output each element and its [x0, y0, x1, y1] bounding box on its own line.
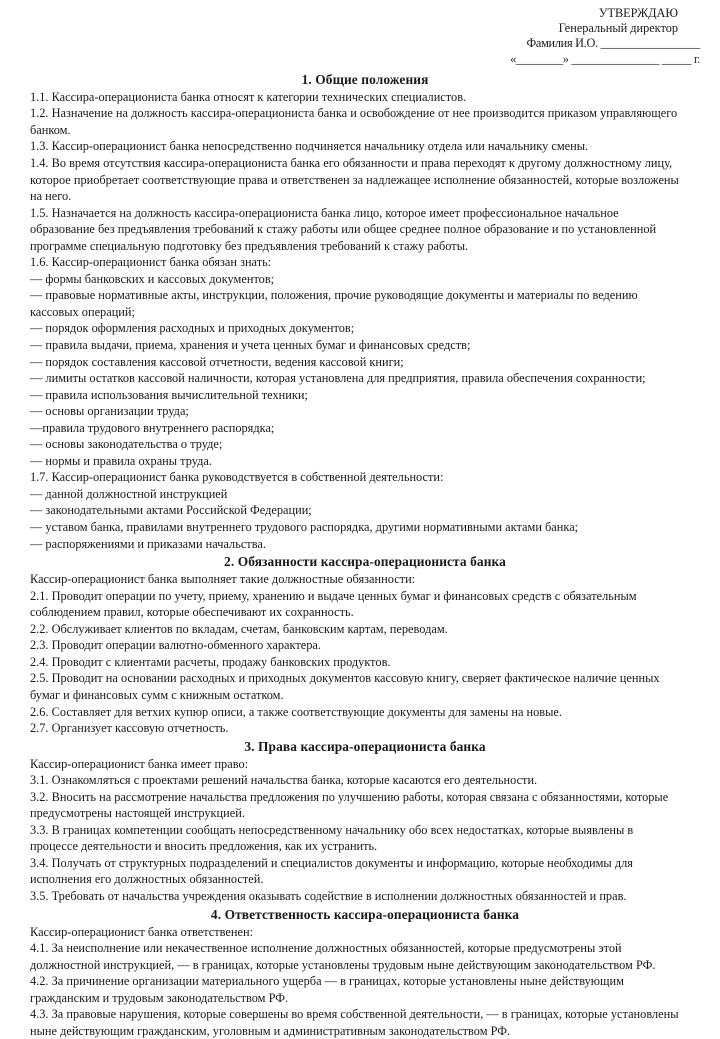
approval-word: УТВЕРЖДАЮ: [598, 6, 678, 20]
section-heading: 1. Общие положения: [301, 71, 429, 87]
numbered-paragraph: 1.3. Кассир-операционист банка непосредственно подчиняется начальнику отдела или начальнику смены.: [30, 139, 589, 154]
numbered-paragraph: 2.4. Проводит с клиентами расчеты, продажу банковских продуктов.: [30, 654, 391, 669]
numbered-paragraph: 1.2. Назначение на должность кассира-операциониста банка и освобождение от нее производится приказом управляющего банком.: [30, 106, 678, 137]
bullet-paragraph: — основы организации труда;: [30, 404, 189, 419]
approval-header-block: [30, 6, 700, 67]
numbered-paragraph: Кассир-операционист банка ответственен:: [30, 924, 254, 939]
bullet-paragraph: — основы законодательства о труде;: [30, 437, 223, 452]
bullet-paragraph: — нормы и правила охраны труда.: [30, 453, 212, 468]
numbered-paragraph: 4.2. За причинение организации материального ущерба — в границах, которые установлены ныне действующим гражданским и трудовым законодательством РФ.: [30, 974, 624, 1005]
numbered-paragraph: 3.5. Требовать от начальства учреждения оказывать содействие в исполнении должностных обязанностей и прав.: [30, 888, 627, 903]
bullet-paragraph: — правила выдачи, приема, хранения и учета ценных бумаг и финансовых средств;: [30, 338, 471, 353]
bullet-paragraph: — распоряжениями и приказами начальства.: [30, 536, 266, 551]
bullet-paragraph: — уставом банка, правилами внутреннего трудового распорядка, другими нормативными актами банка;: [30, 520, 579, 535]
numbered-paragraph: 3.4. Получать от структурных подразделений и специалистов документы и информацию, которые необходимы для исполнения его должностных обязанностей.: [30, 855, 633, 887]
bullet-paragraph: — порядок оформления расходных и приходных документов;: [30, 321, 355, 336]
numbered-paragraph: Кассир-операционист банка имеет право:: [30, 756, 249, 771]
numbered-paragraph: 1.6. Кассир-операционист банка обязан знать:: [30, 255, 272, 270]
approval-position: Генеральный директор: [558, 21, 678, 36]
numbered-paragraph: 2.2. Обслуживает клиентов по вкладам, счетам, банковским картам, переводам.: [30, 621, 448, 636]
bullet-paragraph: — порядок составления кассовой отчетности, ведения кассовой книги;: [30, 354, 404, 369]
bullet-paragraph: — правила использования вычислительной техники;: [30, 387, 308, 402]
approval-name-line: Фамилия И.О. _________________: [526, 36, 700, 51]
numbered-paragraph: 1.1. Кассира-операциониста банка относят к категории технических специалистов.: [30, 89, 467, 104]
document-body: [30, 71, 700, 1039]
numbered-paragraph: 4.3. За правовые нарушения, которые совершены во время собственной деятельности, — в границах, которые установлены ныне действующим гражданским, уголовным и административным законодательством РФ.: [30, 1007, 679, 1038]
numbered-paragraph: 2.1. Проводит операции по учету, приему, хранению и выдаче ценных бумаг и финансовых средств с обязательным соблюдением правил, которые обеспечивают их сохранность.: [30, 588, 637, 620]
section-heading: 2. Обязанности кассира-операциониста банка: [224, 554, 506, 570]
bullet-paragraph: — данной должностной инструкцией: [30, 486, 228, 501]
bullet-paragraph: —правила трудового внутреннего распорядка;: [30, 420, 275, 435]
numbered-paragraph: 2.6. Составляет для ветхих купюр описи, а также соответствующие документы для замены на новые.: [30, 704, 562, 719]
bullet-paragraph: — лимиты остатков кассовой наличности, которая установлена для предприятия, правила обеспечения сохранности;: [30, 371, 646, 386]
bullet-paragraph: — формы банковских и кассовых документов;: [30, 271, 275, 286]
numbered-paragraph: 3.2. Вносить на рассмотрение начальства предложения по улучшению работы, которая связана с обязанностями, которые предусмотрены настоящей инструкцией.: [30, 789, 669, 821]
bullet-paragraph: — правовые нормативные акты, инструкции, положения, прочие руководящие документы и материалы по ведению кассовых операций;: [30, 288, 638, 319]
section-heading: 3. Права кассира-операциониста банка: [244, 738, 486, 754]
numbered-paragraph: 1.4. Во время отсутствия кассира-операциониста банка его обязанности и права переходят к другому должностному лицу, которое приобретает соответствующие права и ответственен за надлежащее исполнение обязанностей, которые возложены на него.: [30, 156, 679, 204]
numbered-paragraph: 2.7. Организует кассовую отчетность.: [30, 721, 229, 736]
numbered-paragraph: 3.1. Ознакомляться с проектами решений начальства банка, которые касаются его деятельности.: [30, 773, 538, 788]
bullet-paragraph: — законодательными актами Российской Федерации;: [30, 503, 312, 518]
numbered-paragraph: 2.3. Проводит операции валютно-обменного характера.: [30, 638, 321, 653]
numbered-paragraph: Кассир-операционист банка выполняет такие должностные обязанности:: [30, 572, 416, 587]
numbered-paragraph: 1.5. Назначается на должность кассира-операциониста банка лицо, которое имеет профессиональное начальное образование без предъявления требований к стажу работы или общее среднее полное образование и по установленной программе специальную подготовку без предъявления требований к стажу работы.: [30, 205, 657, 253]
numbered-paragraph: 4.1. За неисполнение или некачественное исполнение должностных обязанностей, которые предусмотрены этой должностной инструкцией, — в границах, которые установлены трудовым ныне действующим законодательством РФ.: [30, 941, 656, 972]
section-heading: 4. Ответственность кассира-операциониста банка: [210, 906, 520, 922]
numbered-paragraph: 1.7. Кассир-операционист банка руководствуется в собственной деятельности:: [30, 470, 444, 485]
approval-date-line: «________» _______________ _____ г.: [510, 51, 700, 66]
numbered-paragraph: 2.5. Проводит на основании расходных и приходных документов кассовую книгу, сверяет фактическое наличие ценных бумаг и финансовых сумм с книжным остатком.: [30, 671, 660, 702]
numbered-paragraph: 3.3. В границах компетенции сообщать непосредственному начальнику обо всех недостатках, которые выявлены в процессе деятельности и вносить предложения, как их устранить.: [30, 822, 634, 854]
